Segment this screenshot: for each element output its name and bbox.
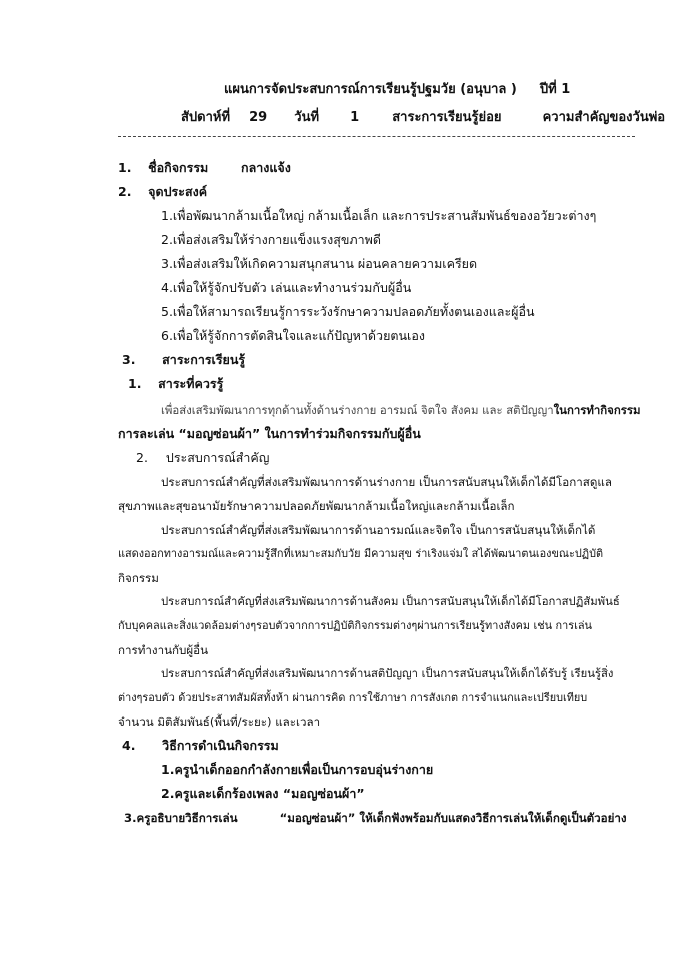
sub-topic-value: ความสำคัญของวันพ่อ xyxy=(542,110,666,125)
document-title-line xyxy=(224,82,570,98)
experience-paragraph-line: กับบุคคลและสิ่งแวดล้อมต่างๆรอบตัวจากการปฏิบัติกิจกรรมต่างๆผ่านการเรียนรู้ทางสังคม เช่น การเล่น xyxy=(118,619,592,632)
procedure-item-3-end: “มอญซ่อนผ้า” ให้เด็กฟังพร้อมกับแสดงวิธีการเล่นให้เด็กดูเป็นตัวอย่าง xyxy=(279,811,627,825)
objective-item: 4.เพื่อให้รู้จักปรับตัว เล่นและทำงานร่วมกับผู้อื่น xyxy=(161,280,412,295)
section-2-label: จุดประสงค์ xyxy=(148,184,208,199)
subsection-3-2-number: 2. xyxy=(136,450,148,465)
experience-paragraph-line: การทำงานกับผู้อื่น xyxy=(118,643,209,657)
subsection-3-2-label: ประสบการณ์สำคัญ xyxy=(165,450,270,465)
section-2-number: 2. xyxy=(118,184,132,199)
section-1-number: 1. xyxy=(118,160,132,175)
subsection-3-1-label: สาระที่ควรรู้ xyxy=(158,376,224,391)
sub-topic-label: สาระการเรียนรู้ย่อย xyxy=(392,110,502,125)
objective-item: 1.เพื่อพัฒนากล้ามเนื้อใหญ่ กล้ามเนื้อเล็ก และการประสานสัมพันธ์ของอวัยวะต่างๆ xyxy=(161,208,597,223)
section-3-number: 3. xyxy=(122,352,136,367)
objective-item: 2.เพื่อส่งเสริมให้ร่างกายแข็งแรงสุขภาพดี xyxy=(161,232,381,247)
subsection-3-1 xyxy=(128,376,223,392)
dashed-divider xyxy=(118,136,635,137)
experience-paragraph-line: ประสบการณ์สำคัญที่ส่งเสริมพัฒนาการด้านร่างกาย เป็นการสนับสนุนให้เด็กได้มีโอกาสดูแล xyxy=(161,475,612,489)
section-2 xyxy=(118,184,207,200)
subsection-3-2 xyxy=(136,450,269,466)
essential-knowledge-line-2: การละเล่น “มอญซ่อนผ้า” ในการทำร่วมกิจกรรมกับผู้อื่น xyxy=(118,426,421,441)
subtitle-line xyxy=(181,110,665,126)
section-1-value: กลางแจ้ง xyxy=(241,160,291,175)
experience-paragraph-line: สุขภาพและสุขอนามัยรักษาความปลอดภัยพัฒนากล้ามเนื้อใหญ่และกล้ามเนื้อเล็ก xyxy=(118,499,515,513)
essential-knowledge-bold: ในการทำกิจกรรม xyxy=(553,403,641,417)
section-3 xyxy=(122,352,245,368)
year-label: ปีที่ 1 xyxy=(539,82,571,97)
section-1 xyxy=(118,160,291,176)
procedure-item: 2.ครูและเด็กร้องเพลง “มอญซ่อนผ้า” xyxy=(161,786,365,801)
section-4-number: 4. xyxy=(122,738,136,753)
week-number: 29 xyxy=(249,110,268,125)
objective-item: 6.เพื่อให้รู้จักการตัดสินใจและแก้ปัญหาด้วยตนเอง xyxy=(161,328,425,343)
experience-paragraph-line: ประสบการณ์สำคัญที่ส่งเสริมพัฒนาการด้านอารมณ์และจิตใจ เป็นการสนับสนุนให้เด็กได้ xyxy=(161,523,596,537)
essential-knowledge-text: เพื่อส่งเสริมพัฒนาการทุกด้านทั้งด้านร่างกาย อารมณ์ จิตใจ สังคม และ สติปัญญา xyxy=(161,403,554,417)
experience-paragraph-line: จำนวน มิติสัมพันธ์(พื้นที่/ระยะ) และเวลา xyxy=(118,715,321,729)
procedure-item-3 xyxy=(124,810,627,826)
procedure-item: 1.ครูนำเด็กออกกำลังกายเพื่อเป็นการอบอุ่นร่างกาย xyxy=(161,762,434,777)
subsection-3-1-number: 1. xyxy=(128,376,142,391)
section-4-label: วิธีการดำเนินกิจกรรม xyxy=(162,738,279,753)
day-number: 1 xyxy=(350,110,360,125)
week-label: สัปดาห์ที่ xyxy=(181,110,231,125)
document-title: แผนการจัดประสบการณ์การเรียนรู้ปฐมวัย (อนุบาล ) xyxy=(224,82,517,97)
section-3-label: สาระการเรียนรู้ xyxy=(162,352,246,367)
objective-item: 3.เพื่อส่งเสริมให้เกิดความสนุกสนาน ผ่อนคลายความเครียด xyxy=(161,256,478,271)
experience-paragraph-line: ประสบการณ์สำคัญที่ส่งเสริมพัฒนาการด้านสติปัญญา เป็นการสนับสนุนให้เด็กได้รับรู้ เรียนรู้สิ่ง xyxy=(161,667,614,680)
procedure-item-3-start: 3.ครูอธิบายวิธีการเล่น xyxy=(124,811,238,825)
experience-paragraph-line: กิจกรรม xyxy=(118,571,159,585)
day-label: วันที่ xyxy=(294,110,320,125)
experience-paragraph-line: ประสบการณ์สำคัญที่ส่งเสริมพัฒนาการด้านสังคม เป็นการสนับสนุนให้เด็กได้มีโอกาสปฏิสัมพันธ์ xyxy=(161,595,620,608)
essential-knowledge-line-1 xyxy=(161,402,641,418)
section-4 xyxy=(122,738,279,754)
objective-item: 5.เพื่อให้สามารถเรียนรู้การระวังรักษาความปลอดภัยทั้งตนเองและผู้อื่น xyxy=(161,304,535,319)
experience-paragraph-line: แสดงออกทางอารมณ์และความรู้สึกที่เหมาะสมกับวัย มีความสุข ร่าเริงแจ่มใ สได้พัฒนาตนเองขณะปฏิบัติ xyxy=(118,547,604,560)
section-1-label: ชื่อกิจกรรม xyxy=(148,160,209,175)
experience-paragraph-line: ต่างๆรอบตัว ด้วยประสาทสัมผัสทั้งห้า ผ่านการคิด การใช้ภาษา การสังเกต การจำแนกและเปรียบเทียบ xyxy=(118,691,588,704)
